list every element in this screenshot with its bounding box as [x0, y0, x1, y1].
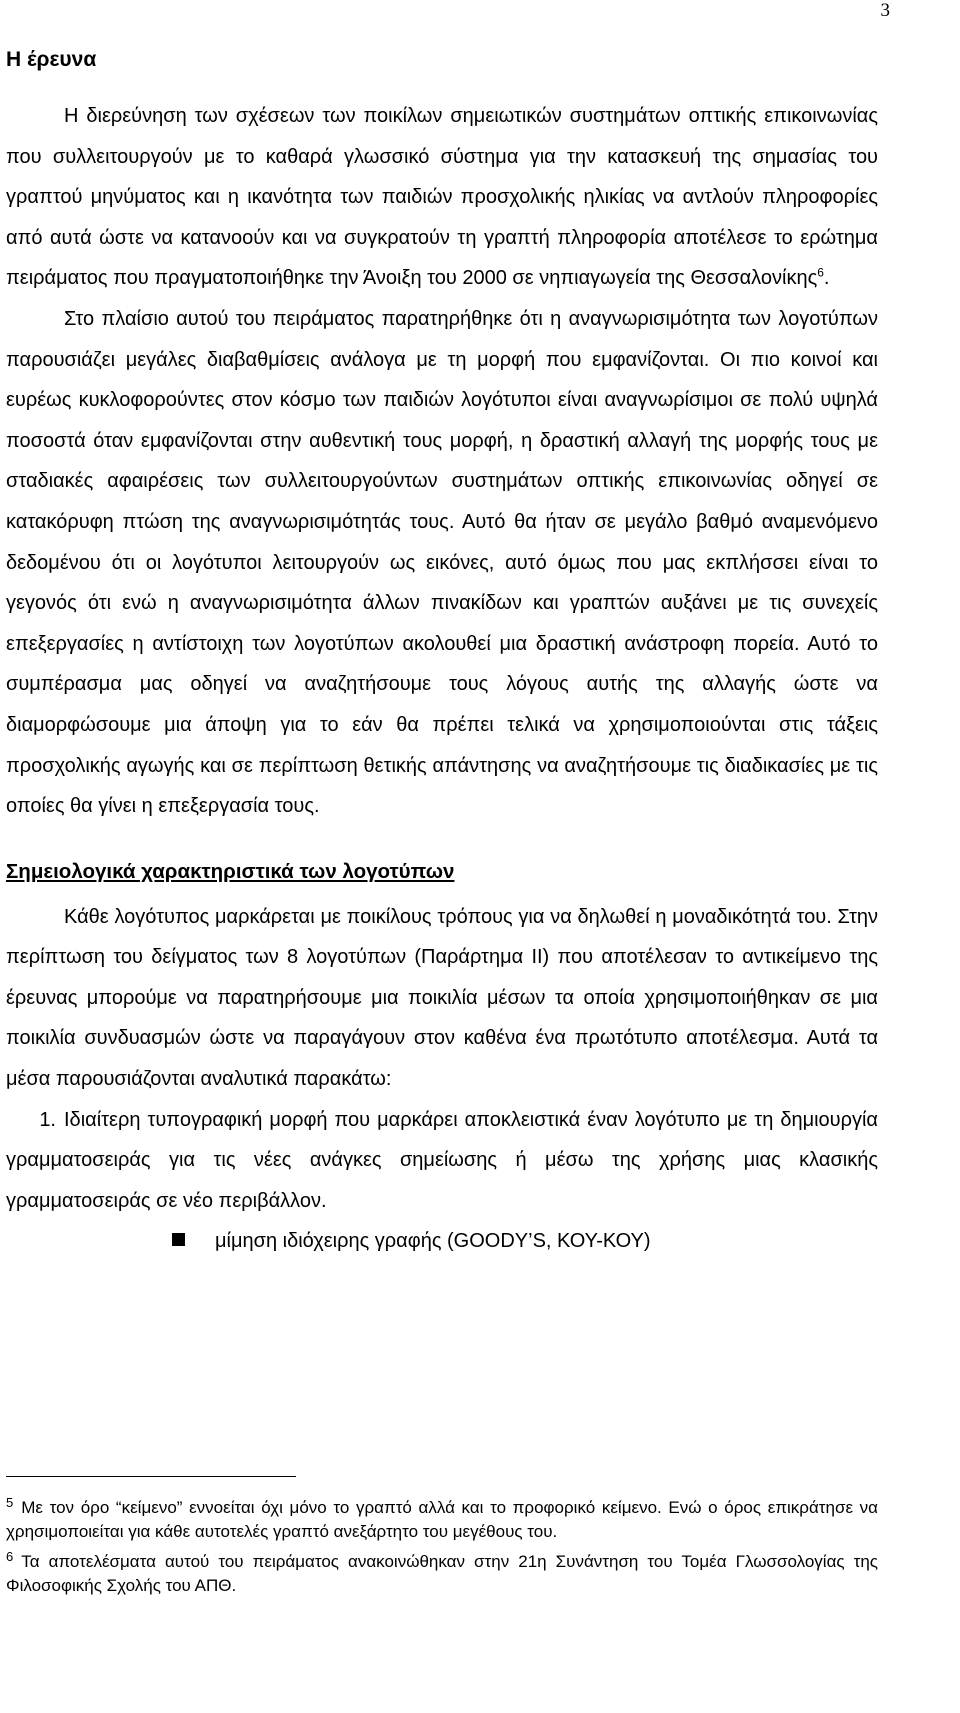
paragraph-research-findings: Στο πλαίσιο αυτού του πειράματος παρατηρήθηκε ότι η αναγνωρισιμότητα των λογοτύπων παρουσιάζει μεγάλες διαβαθμίσεις ανάλογα με τη μορφή που εμφανίζονται. Οι πιο κοινοί και ευρέως κυκλοφορούντες στον κόσμο των παιδιών λογότυποι είναι αναγνωρίσιμοι σε πολύ υψηλά ποσοστά όταν εμφανίζονται στην αυθεντική τους μορφή, η δραστική αλλαγή της μορφής τους με σταδιακές αφαιρέσεις των συλλειτουργούντων συστημάτων οπτικής επικοινωνίας οδηγεί σε κατακόρυφη πτώση της αναγνωρισιμότητάς τους. Αυτό θα ήταν σε μεγάλο βαθμό αναμενόμενο δεδομένου ότι οι λογότυποι λειτουργούν ως εικόνες, αυτό όμως που μας εκπλήσσει είναι το γεγονός ότι ενώ η αναγνωρισιμότητα άλλων πινακίδων και γραπτών αυξάνει με τις συνεχείς επεξεργασίες η αντίστοιχη των λογοτύπων ακολουθεί μια δραστική ανάστροφη πορεία. Αυτό το συμπέρασμα μας οδηγεί να αναζητήσουμε τους λόγους αυτής της αλλαγής ώστε να διαμορφώσουμε μια άποψη για το εάν θα πρέπει τελικά να χρησιμοποιούνται στις τάξεις προσχολικής αγωγής και σε περίπτωση θετικής απάντησης να αναζητήσουμε τις διαδικασίες με τις οποίες θα γίνει η επεξεργασία τους.	[6, 307, 878, 818]
footnote-5	[6, 1496, 878, 1544]
page-number: 3	[880, 0, 890, 21]
paragraph-research-intro	[6, 96, 878, 299]
period: .	[823, 267, 830, 290]
list-item-text: Ιδιαίτερη τυπογραφική μορφή που μαρκάρει αποκλειστικά έναν λογότυπο με τη δημιουργία γραμματοσειράς για τις νέες ανάγκες σημείωσης ή μέσω της χρήσης μιας κλασικής γραμματοσειράς σε νέο περιβάλλον.	[6, 1108, 878, 1212]
section-title-research: Η έρευνα	[6, 48, 97, 71]
square-bullet-icon	[172, 1233, 185, 1246]
paragraph-text: Η διερεύνηση των σχέσεων των ποικίλων σημειωτικών συστημάτων οπτικής επικοινωνίας που συλλειτουργούν με το καθαρά γλωσσικό σύστημα για την κατασκευή της σημασίας του γραπτού μηνύματος και η ικανότητα των παιδιών προσχολικής ηλικίας να αντλούν πληροφορίες από αυτά ώστε να κατανοούν και να συγκρατούν τη γραπτή πληροφορία αποτέλεσε το ερώτημα πειράματος που πραγματοποιήθηκε την Άνοιξη του 2000 σε νηπιαγωγεία της Θεσσαλονίκης	[6, 105, 878, 290]
bullet-text: μίμηση ιδιόχειρης γραφής (GOODY’S, ΚΟΥ-ΚΟΥ)	[215, 1230, 651, 1253]
document-body	[6, 46, 878, 1261]
list-item-1	[6, 1100, 878, 1222]
footnote-ref-6[interactable]: 6	[817, 265, 824, 280]
footnote-number: 5	[6, 1495, 14, 1510]
bullet-item	[6, 1221, 878, 1261]
paragraph-semiotic-intro: Κάθε λογότυπος μαρκάρεται με ποικίλους τρόπους για να δηλωθεί η μοναδικότητά του. Στην περίπτωση του δείγματος των 8 λογοτύπων (Παράρτημα ΙΙ) που αποτέλεσαν το αντικείμενο της έρευνας μπορούμε να παρατηρήσουμε μια ποικιλία μέσων τα οποία χρησιμοποιήθηκαν σε μια ποικιλία συνδυασμών ώστε να παραγάγουν στον καθένα ένα πρωτότυπο αποτέλεσμα. Αυτά τα μέσα παρουσιάζονται αναλυτικά παρακάτω:	[6, 905, 878, 1091]
footnote-text: Με τον όρο “κείμενο” εννοείται όχι μόνο το γραπτό αλλά και το προφορικό κείμενο. Ενώ ο όρος επικράτησε να χρησιμοποιείται για κάθε αυτοτελές γραπτό ανεξάρτητο του μεγέθους του.	[6, 1498, 878, 1541]
footnote-number: 6	[6, 1549, 14, 1564]
footnote-divider	[6, 1476, 296, 1477]
footnote-text: Τα αποτελέσματα αυτού του πειράματος ανακοινώθηκαν στην 21η Συνάντηση του Τομέα Γλωσσολογίας της Φιλοσοφικής Σχολής του ΑΠΘ.	[6, 1552, 878, 1595]
list-number: 1.	[39, 1108, 56, 1131]
section-title-semiotic: Σημειολογικά χαρακτηριστικά των λογοτύπων	[6, 859, 455, 883]
footnote-6	[6, 1550, 878, 1598]
footnotes	[6, 1496, 878, 1604]
